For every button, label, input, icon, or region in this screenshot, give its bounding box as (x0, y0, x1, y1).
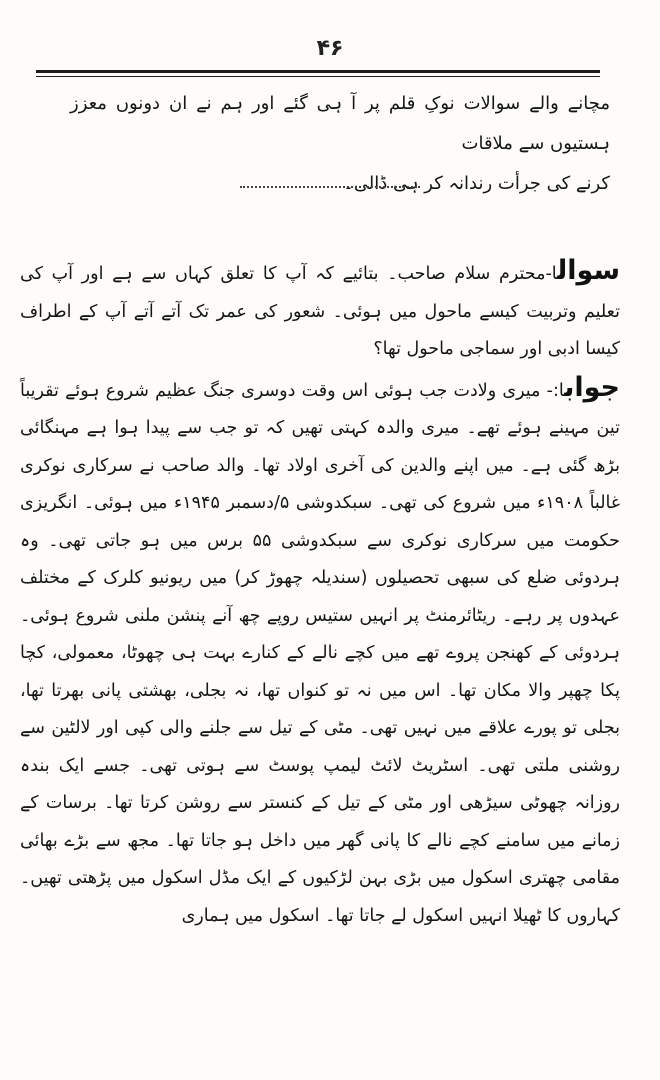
answer-paragraph (20, 369, 620, 936)
page-number: ۴۶ (316, 36, 344, 61)
intro-line: کرنے کی جرأت رندانہ کر ہی ڈالی۔ (343, 173, 610, 194)
question-paragraph (20, 252, 620, 369)
question-label: سوال (557, 255, 620, 286)
intro-line: مچانے والے سوالات نوکِ قلم پر آ ہی گئے اور ہم نے ان دونوں معزز ہستیوں سے ملاقات (70, 93, 610, 154)
answer-label: جواب (564, 371, 620, 403)
answer-number: ا (558, 380, 565, 401)
question-number: ا (551, 264, 558, 284)
header-rule-thin (36, 76, 600, 77)
answer-text: :- میری ولادت جب ہوئی اس وقت دوسری جنگ عظیم شروع ہوئے تقریباً تین مہینے ہوئے تھے۔ میری والدہ کہتی تھیں کہ تو جب سے پیدا ہوا ہے مہنگائی بڑھ گئی ہے۔ میں اپنے والدین کی آخری اولاد تھا۔ والد صاحب نے سرکاری نوکری غالباً ۱۹۰۸ء میں شروع کی تھی۔ سبکدوشی ۵/دسمبر ۱۹۴۵ء میں ہوئی۔ انگریزی حکومت میں سرکاری نوکری سے سبکدوشی ۵۵ برس میں ہو جاتی تھی۔ وہ ہردوئی ضلع کی سبھی تحصیلوں (سندیلہ چھوڑ کر) میں ریونیو کلرک کے مختلف عہدوں پر رہے۔ ریٹائرمنٹ پر انہیں ستیس روپے چھ آنے پنشن ملنی شروع ہوئی۔ ہردوئی کے کھنجن پروے تھے میں کچے نالے کے کنارے بہت ہی چھوٹا، معمولی، کچا پکا چھپر والا مکان تھا۔ اس میں نہ تو کنواں تھا، نہ بجلی، بھشتی پانی بھرتا تھا، بجلی تو پورے علاقے میں نہیں تھی۔ مٹی کے تیل سے جلنے والی کپی اور لالٹین سے روشنی ملتی تھی۔ اسٹریٹ لائٹ لیمپ پوسٹ سے ہوتی تھی۔ جسے ایک بندہ روزانہ چھوٹی سیڑھی اور مٹی کے تیل کے کنستر سے روشن کرتا تھا۔ برسات کے زمانے میں سامنے کچے نالے کا پانی گھر میں داخل ہو جاتا تھا۔ مجھ سے بڑے بھائی مقامی چھتری اسکول میں بڑی بہن لڑکیوں کے ایک مڈل اسکول میں پڑھتی تھیں۔ کہاروں کا ٹھیلا انہیں اسکول لے جاتا تھا۔ اسکول میں ہماری (20, 380, 621, 926)
question-text: -محترم سلام صاحب۔ بتائیے کہ آپ کا تعلق کہاں سے ہے اور آپ کی تعلیم وتربیت کیسے ماحول میں ہوئی۔ شعور کی عمر تک آتے آتے آپ کے اطراف کیسا ادبی اور سماجی ماحول تھا؟ (20, 264, 620, 359)
header-rule-thick (36, 70, 600, 73)
interview-body (20, 252, 620, 935)
dotted-divider (240, 186, 420, 188)
